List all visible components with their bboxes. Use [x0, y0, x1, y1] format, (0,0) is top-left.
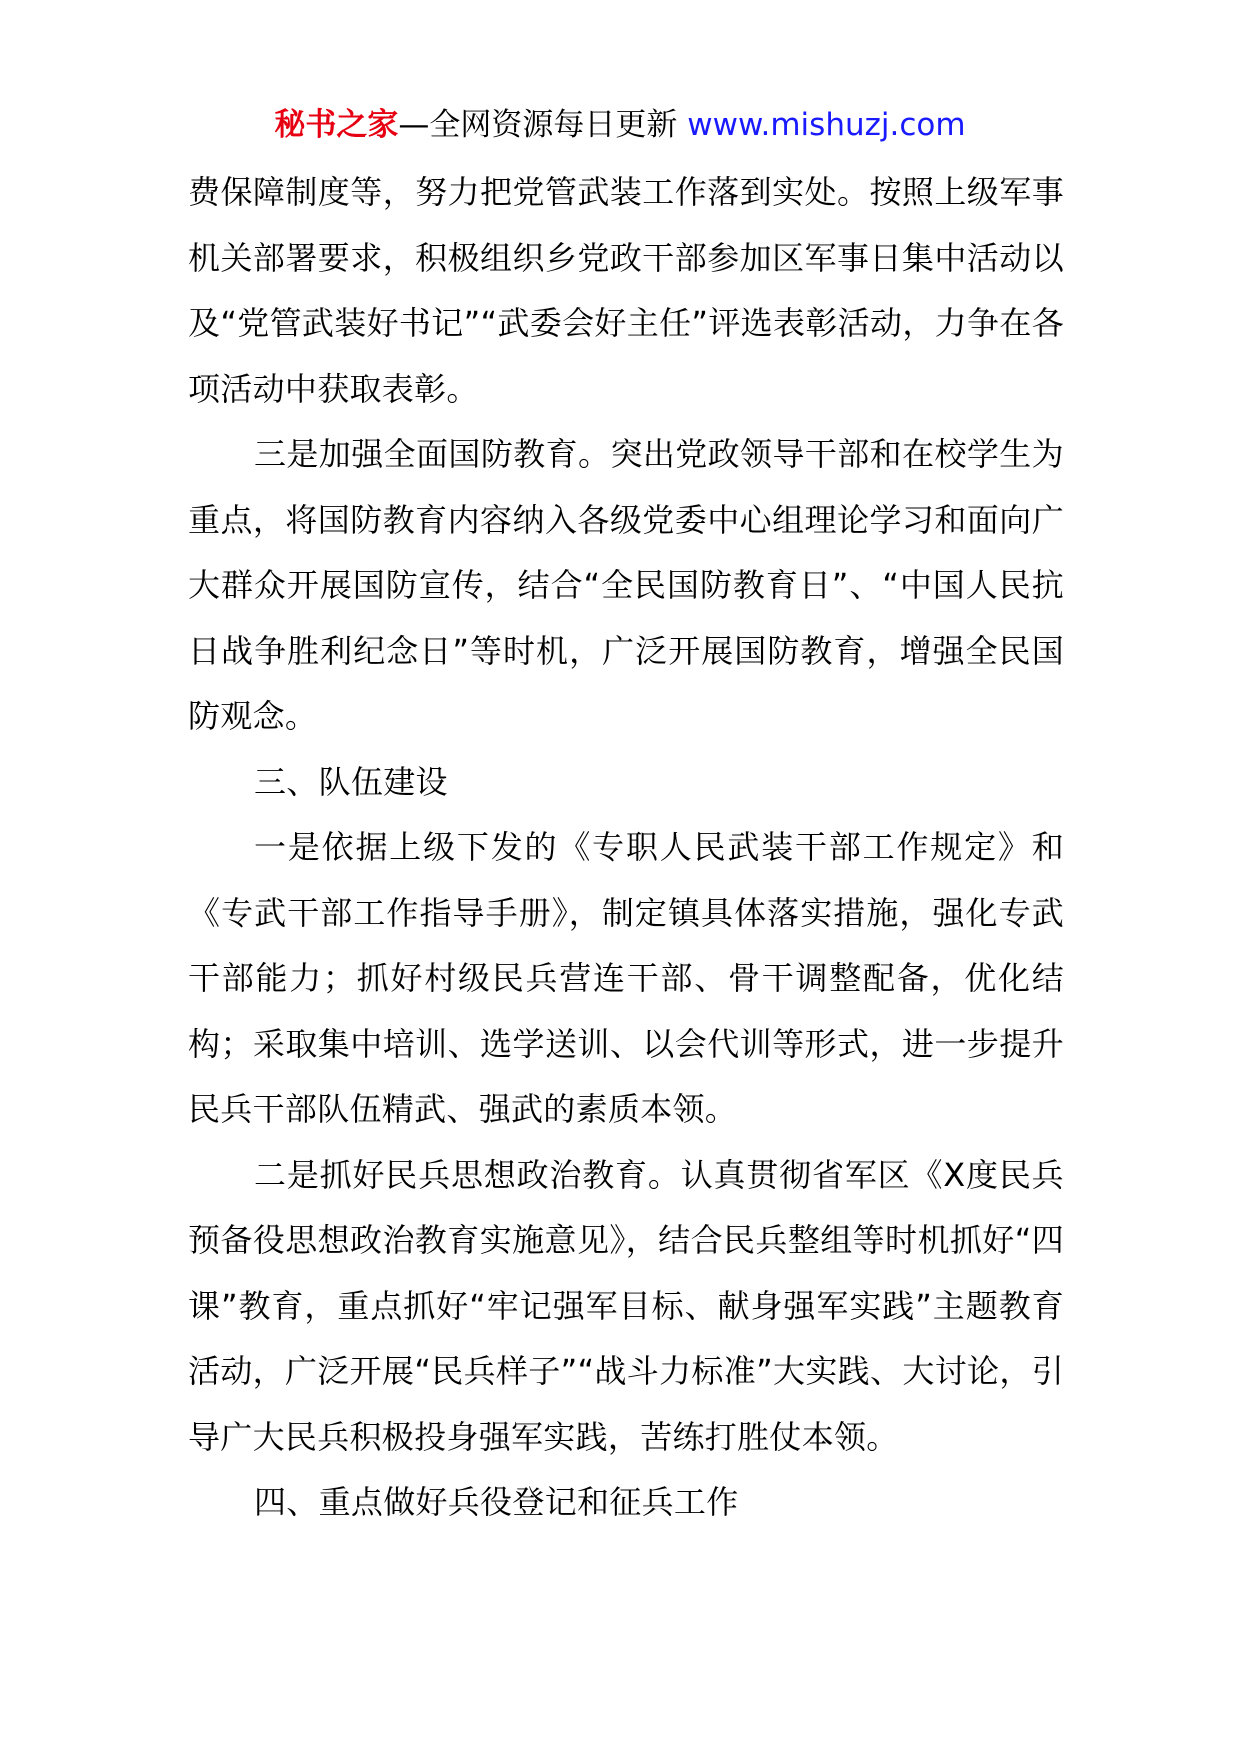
section-heading-team-building: 三、队伍建设	[254, 762, 448, 801]
paragraph-defense-education: 三是加强全面国防教育。突出党政领导干部和在校学生为重点，将国防教育内容纳入各级党委中心组理论学习和面向广大群众开展国防宣传，结合“全民国防教育日”、“中国人民抗日战争胜利纪念日”等时机，广泛开展国防教育，增强全民国防观念。	[188, 435, 1064, 735]
paragraph-cadre-regulations: 一是依据上级下发的《专职人民武装干部工作规定》和《专武干部工作指导手册》，制定镇具体落实措施，强化专武干部能力；抓好村级民兵营连干部、骨干调整配备，优化结构；采取集中培训、选学送训、以会代训等形式，进一步提升民兵干部队伍精武、强武的素质本领。	[188, 828, 1064, 1128]
paragraph-political-education: 二是抓好民兵思想政治教育。认真贯彻省军区《X度民兵预备役思想政治教育实施意见》，结合民兵整组等时机抓好“四课”教育，重点抓好“牢记强军目标、献身强军实践”主题教育活动，广泛开展“民兵样子”“战斗力标准”大实践、大讨论，引导广大民兵积极投身强军实践，苦练打胜仗本领。	[188, 1155, 1064, 1456]
page-header	[0, 102, 1240, 148]
section-heading-conscription: 四、重点做好兵役登记和征兵工作	[254, 1483, 739, 1521]
paragraph-continuation: 费保障制度等，努力把党管武装工作落到实处。按照上级军事机关部署要求，积极组织乡党政干部参加区军事日集中活动以及“党管武装好书记”“武委会好主任”评选表彰活动，力争在各项活动中获取表彰。	[188, 173, 1064, 408]
brand-name: 秘书之家	[274, 107, 399, 143]
header-slogan: —全网资源每日更新	[398, 107, 688, 143]
document-body	[188, 160, 1064, 1536]
website-link[interactable]: www.mishuzj.com	[687, 107, 966, 143]
